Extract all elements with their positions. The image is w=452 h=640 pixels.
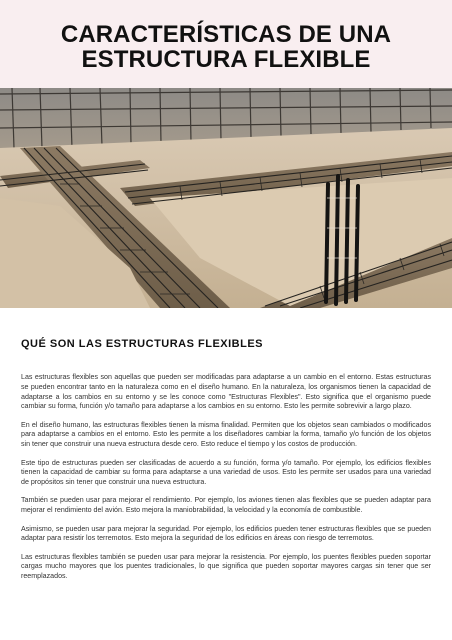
page-title	[0, 22, 452, 72]
article-body	[21, 337, 431, 591]
paragraph-4: También se pueden usar para mejorar el rendimiento. Por ejemplo, los aviones tienen alas flexibles que se pueden adaptar para mejorar el rendimiento del avión. Esto mejora la maniobrabilidad, la velocidad y la economía de combustible.	[21, 496, 431, 515]
rebar-foundation-illustration	[0, 88, 452, 308]
title-line-1: CARACTERÍSTICAS DE UNA	[60, 21, 392, 48]
title-banner	[0, 0, 452, 88]
paragraph-3: Este tipo de estructuras pueden ser clasificadas de acuerdo a su función, forma y/o tamaño. Por ejemplo, los edificios flexibles tienen la capacidad de cambiar su forma para adaptarse a una variedad de usos. Esto les permite ser usados para una variedad de propósitos sin tener que construir una nueva estructura.	[21, 458, 431, 487]
paragraph-1: Las estructuras flexibles son aquellas que pueden ser modificadas para adaptarse a un cambio en el entorno. Estas estructuras se pueden encontrar tanto en la naturaleza como en el diseño humano. En la naturaleza, los organismos tienen la capacidad de adaptarse a los cambios en su entorno y se les conoce como "Estructuras Flexibles". Esto significa que el organismo puede cambiar su forma, función y/o tamaño para adaptarse a los cambios en su entorno. Esto les permite sobrevivir a largo plazo.	[21, 373, 431, 411]
section-heading: QUÉ SON LAS ESTRUCTURAS FLEXIBLES	[21, 338, 264, 350]
paragraph-2: En el diseño humano, las estructuras flexibles tienen la misma finalidad. Permiten que los objetos sean cambiados o modificados para adaptarse a cambios en el entorno. Esto les permite a los diseñadores cambiar la forma, tamaño y/o función de los objetos sin tener que construir una nueva estructura desde cero. Esto reduce el tiempo y los costos de producción.	[21, 420, 431, 449]
paragraph-6: Las estructuras flexibles también se pueden usar para mejorar la resistencia. Por ejemplo, los puentes flexibles pueden soportar cargas mucho mayores que los puentes tradicionales, lo que significa que pueden soportar mayores cargas sin tener que ser reemplazados.	[21, 552, 431, 581]
title-line-2: ESTRUCTURA FLEXIBLE	[81, 46, 371, 73]
paragraph-5: Asimismo, se pueden usar para mejorar la seguridad. Por ejemplo, los edificios pueden tener estructuras flexibles que se pueden adaptar para resistir los terremotos. Esto mejora la seguridad de los edificios en áreas con riesgo de terremotos.	[21, 524, 431, 543]
rebar-foundation-photo	[0, 88, 452, 308]
